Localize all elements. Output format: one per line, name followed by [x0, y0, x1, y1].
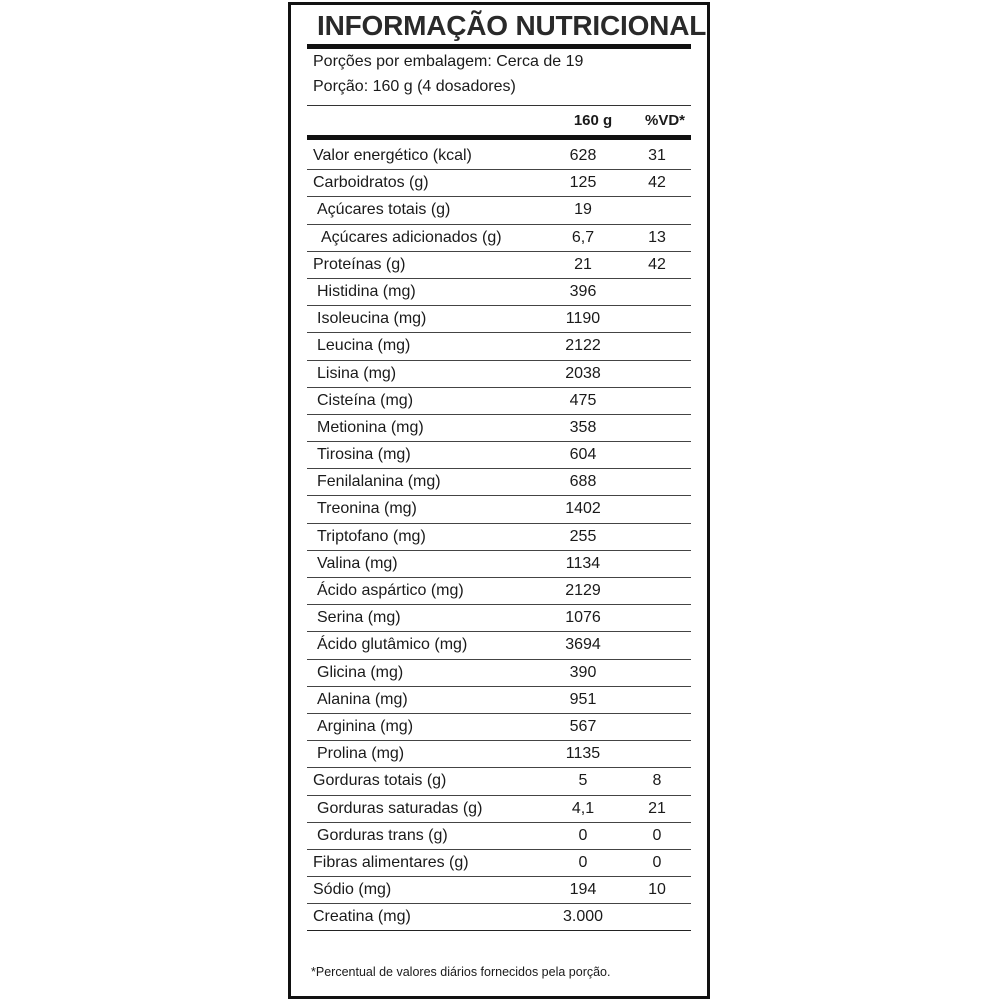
nutrient-amount: 628 — [569, 147, 597, 164]
nutrient-name: Valina (mg) — [317, 554, 398, 572]
nutrient-amount: 0 — [578, 826, 588, 844]
nutrition-facts-label — [288, 2, 710, 999]
nutrient-daily-value: 42 — [648, 174, 666, 192]
nutrient-row — [307, 578, 691, 605]
nutrient-row — [307, 714, 691, 741]
serving-size: Porção: 160 g (4 dosadores) — [313, 78, 516, 95]
nutrient-name: Glicina (mg) — [317, 663, 404, 681]
nutrient-row — [307, 687, 691, 714]
nutrient-name: Treonina (mg) — [317, 500, 417, 518]
nutrient-amount: 2038 — [565, 364, 601, 382]
nutrient-row — [307, 551, 691, 578]
column-header-rule — [307, 135, 691, 140]
nutrient-name: Açúcares adicionados (g) — [321, 228, 502, 246]
nutrient-row — [307, 415, 691, 442]
nutrient-amount: 6,7 — [571, 228, 595, 246]
nutrient-name: Ácido glutâmico (mg) — [317, 636, 468, 654]
nutrient-name: Tirosina (mg) — [317, 446, 411, 464]
servings-per-package: Porções por embalagem: Cerca de 19 — [313, 53, 584, 70]
nutrient-name: Prolina (mg) — [317, 745, 405, 763]
dv-column-header: %VD* — [644, 112, 685, 129]
nutrient-row — [307, 741, 691, 768]
nutrient-row — [307, 143, 691, 170]
nutrient-amount: 2122 — [565, 337, 601, 355]
nutrient-name: Fenilalanina (mg) — [317, 473, 441, 491]
nutrient-name: Valor energético (kcal) — [313, 147, 472, 164]
nutrient-name: Triptofano (mg) — [317, 527, 426, 545]
nutrient-name: Isoleucina (mg) — [317, 310, 427, 328]
amount-column-header: 160 g — [573, 112, 613, 129]
nutrient-amount: 1190 — [565, 310, 601, 328]
nutrient-amount: 2129 — [565, 582, 601, 599]
nutrient-row — [307, 660, 691, 687]
nutrient-name: Gorduras saturadas (g) — [317, 799, 483, 817]
nutrient-name: Proteínas (g) — [313, 255, 406, 273]
nutrient-amount: 3.000 — [562, 908, 604, 926]
nutrient-daily-value: 21 — [648, 799, 666, 817]
nutrient-name: Histidina (mg) — [317, 282, 416, 300]
nutrient-amount: 194 — [569, 881, 597, 899]
nutrient-amount: 21 — [574, 255, 592, 273]
nutrient-amount: 1076 — [565, 609, 601, 627]
nutrient-amount: 1134 — [565, 554, 601, 572]
footnote: *Percentual de valores diários fornecidos pela porção. — [311, 965, 611, 979]
nutrient-name: Cisteína (mg) — [317, 391, 414, 409]
nutrient-name: Gorduras totais (g) — [313, 772, 447, 790]
nutrient-row — [307, 524, 691, 551]
nutrient-amount: 3694 — [565, 636, 601, 654]
nutrient-name: Açúcares totais (g) — [317, 201, 451, 219]
nutrient-amount: 604 — [569, 446, 597, 464]
nutrient-name: Creatina (mg) — [313, 908, 411, 926]
nutrient-table — [307, 143, 691, 931]
nutrient-amount: 19 — [574, 201, 592, 219]
nutrient-name: Carboidratos (g) — [313, 174, 429, 192]
nutrient-daily-value: 8 — [652, 772, 662, 790]
nutrient-daily-value: 42 — [648, 255, 666, 273]
nutrient-row — [307, 170, 691, 197]
title-rule — [307, 44, 691, 49]
nutrient-name: Alanina (mg) — [317, 690, 408, 708]
nutrient-name: Ácido aspártico (mg) — [317, 582, 464, 599]
nutrient-row — [307, 279, 691, 306]
header-divider — [307, 105, 691, 106]
nutrient-amount: 0 — [578, 853, 588, 871]
nutrient-row — [307, 197, 691, 224]
nutrient-name: Metionina (mg) — [317, 418, 424, 436]
nutrient-row — [307, 850, 691, 877]
nutrient-daily-value: 0 — [652, 853, 662, 871]
nutrient-amount: 475 — [569, 391, 597, 409]
nutrient-amount: 396 — [569, 282, 597, 300]
nutrient-amount: 125 — [569, 174, 597, 192]
nutrient-row — [307, 904, 691, 931]
nutrient-row — [307, 333, 691, 360]
nutrient-amount: 358 — [569, 418, 597, 436]
nutrient-row — [307, 768, 691, 795]
nutrient-row — [307, 632, 691, 659]
nutrient-daily-value: 13 — [648, 228, 666, 246]
nutrient-row — [307, 877, 691, 904]
nutrient-daily-value: 0 — [652, 826, 662, 844]
nutrient-row — [307, 796, 691, 823]
nutrient-row — [307, 306, 691, 333]
label-title: INFORMAÇÃO NUTRICIONAL — [317, 10, 707, 41]
nutrient-row — [307, 605, 691, 632]
nutrient-name: Serina (mg) — [317, 609, 401, 627]
nutrient-row — [307, 361, 691, 388]
nutrient-row — [307, 823, 691, 850]
nutrient-amount: 1402 — [565, 500, 601, 518]
nutrient-name: Fibras alimentares (g) — [313, 853, 469, 871]
nutrient-name: Leucina (mg) — [317, 337, 411, 355]
nutrient-daily-value: 10 — [648, 881, 666, 899]
nutrient-row — [307, 469, 691, 496]
nutrient-name: Gorduras trans (g) — [317, 826, 448, 844]
nutrient-row — [307, 252, 691, 279]
nutrient-amount: 255 — [569, 527, 597, 545]
nutrient-amount: 4,1 — [571, 799, 595, 817]
nutrient-amount: 390 — [569, 663, 597, 681]
nutrient-row — [307, 442, 691, 469]
nutrient-row — [307, 225, 691, 252]
nutrient-row — [307, 496, 691, 523]
nutrient-amount: 5 — [578, 772, 588, 790]
nutrient-amount: 951 — [569, 690, 597, 708]
nutrient-name: Arginina (mg) — [317, 717, 414, 735]
nutrient-amount: 688 — [569, 473, 597, 491]
nutrient-daily-value: 31 — [648, 147, 666, 164]
nutrient-amount: 1135 — [565, 745, 601, 763]
nutrient-row — [307, 388, 691, 415]
nutrient-amount: 567 — [569, 717, 597, 735]
nutrient-name: Lisina (mg) — [317, 364, 397, 382]
nutrient-name: Sódio (mg) — [313, 881, 392, 899]
